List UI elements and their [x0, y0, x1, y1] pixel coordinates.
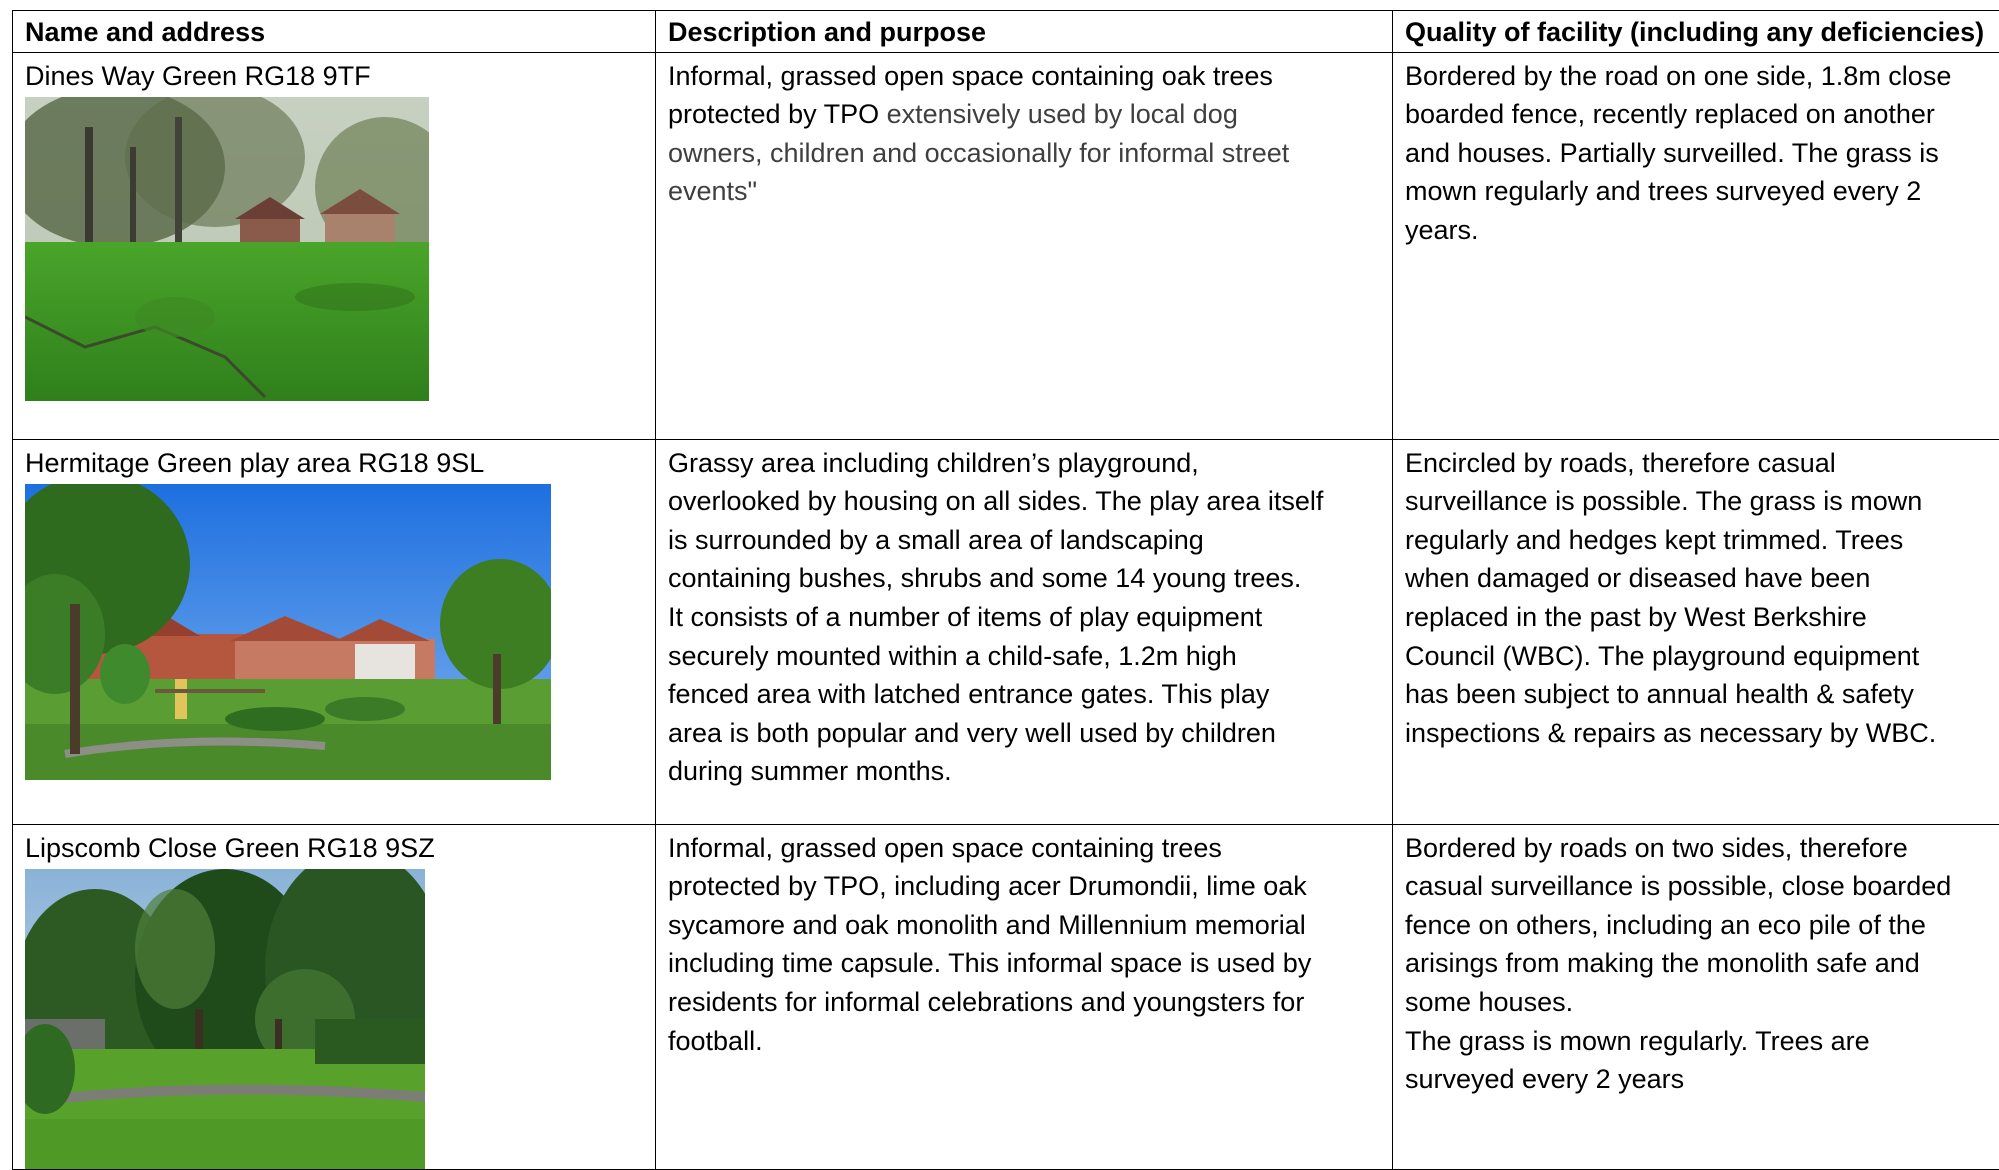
quality-cell: [1393, 824, 1999, 1170]
table-row: [13, 52, 1999, 439]
name-cell: [13, 52, 656, 439]
table-row: [13, 439, 1999, 824]
description-cell: [656, 439, 1393, 824]
description-text-continued: extensively used by local dog owners, children and occasionally for informal street events": [668, 99, 1289, 206]
quality-cell: [1393, 52, 1999, 439]
name-cell: [13, 439, 656, 824]
description-cell: [656, 824, 1393, 1170]
description-text: Informal, grassed open space containing oak trees protected by TPO: [668, 61, 1273, 130]
quality-text: Encircled by roads, therefore casual surveillance is possible. The grass is mown regularly and hedges kept trimmed. Trees when damaged or diseased have been replaced in the past by West Berkshire Council (WBC). The playground equipment has been subject to annual health & safety inspections & repairs as necessary by WBC.: [1405, 444, 1999, 753]
description-cell: [656, 52, 1393, 439]
open-spaces-table: [12, 10, 1999, 1170]
site-name: Lipscomb Close Green RG18 9SZ: [25, 829, 643, 868]
site-name: Dines Way Green RG18 9TF: [25, 57, 643, 96]
header-description: Description and purpose: [656, 11, 1393, 53]
hermitage-green-photo: [25, 484, 551, 780]
header-name-address: Name and address: [13, 11, 656, 53]
quality-text: Bordered by the road on one side, 1.8m close boarded fence, recently replaced on another and houses. Partially surveilled. The grass is mown regularly and trees surveyed every 2 years.: [1405, 57, 1999, 250]
site-name: Hermitage Green play area RG18 9SL: [25, 444, 643, 483]
description-text: Informal, grassed open space containing trees protected by TPO, including acer Drumondii, lime oak sycamore and oak monolith and Millennium memorial including time capsule. This informal space is used by residents for informal celebrations and youngsters for football.: [668, 829, 1380, 1061]
header-quality: Quality of facility (including any deficiencies): [1393, 11, 1999, 53]
quality-cell: [1393, 439, 1999, 824]
table-row: [13, 824, 1999, 1170]
lipscomb-close-green-photo: [25, 869, 425, 1169]
description-text: Grassy area including children’s playground, overlooked by housing on all sides. The play area itself is surrounded by a small area of landscaping containing bushes, shrubs and some 14 young trees. It consists of a number of items of play equipment securely mounted within a child-safe, 1.2m high fenced area with latched entrance gates. This play area is both popular and very well used by children during summer months.: [668, 444, 1380, 791]
table-header-row: [13, 11, 1999, 53]
dines-way-green-photo: [25, 97, 429, 401]
name-cell: [13, 824, 656, 1170]
quality-text: Bordered by roads on two sides, therefore casual surveillance is possible, close boarded fence on others, including an eco pile of the arisings from making the monolith safe and some houses. The grass is mown regularly. Trees are surveyed every 2 years: [1405, 829, 1999, 1099]
